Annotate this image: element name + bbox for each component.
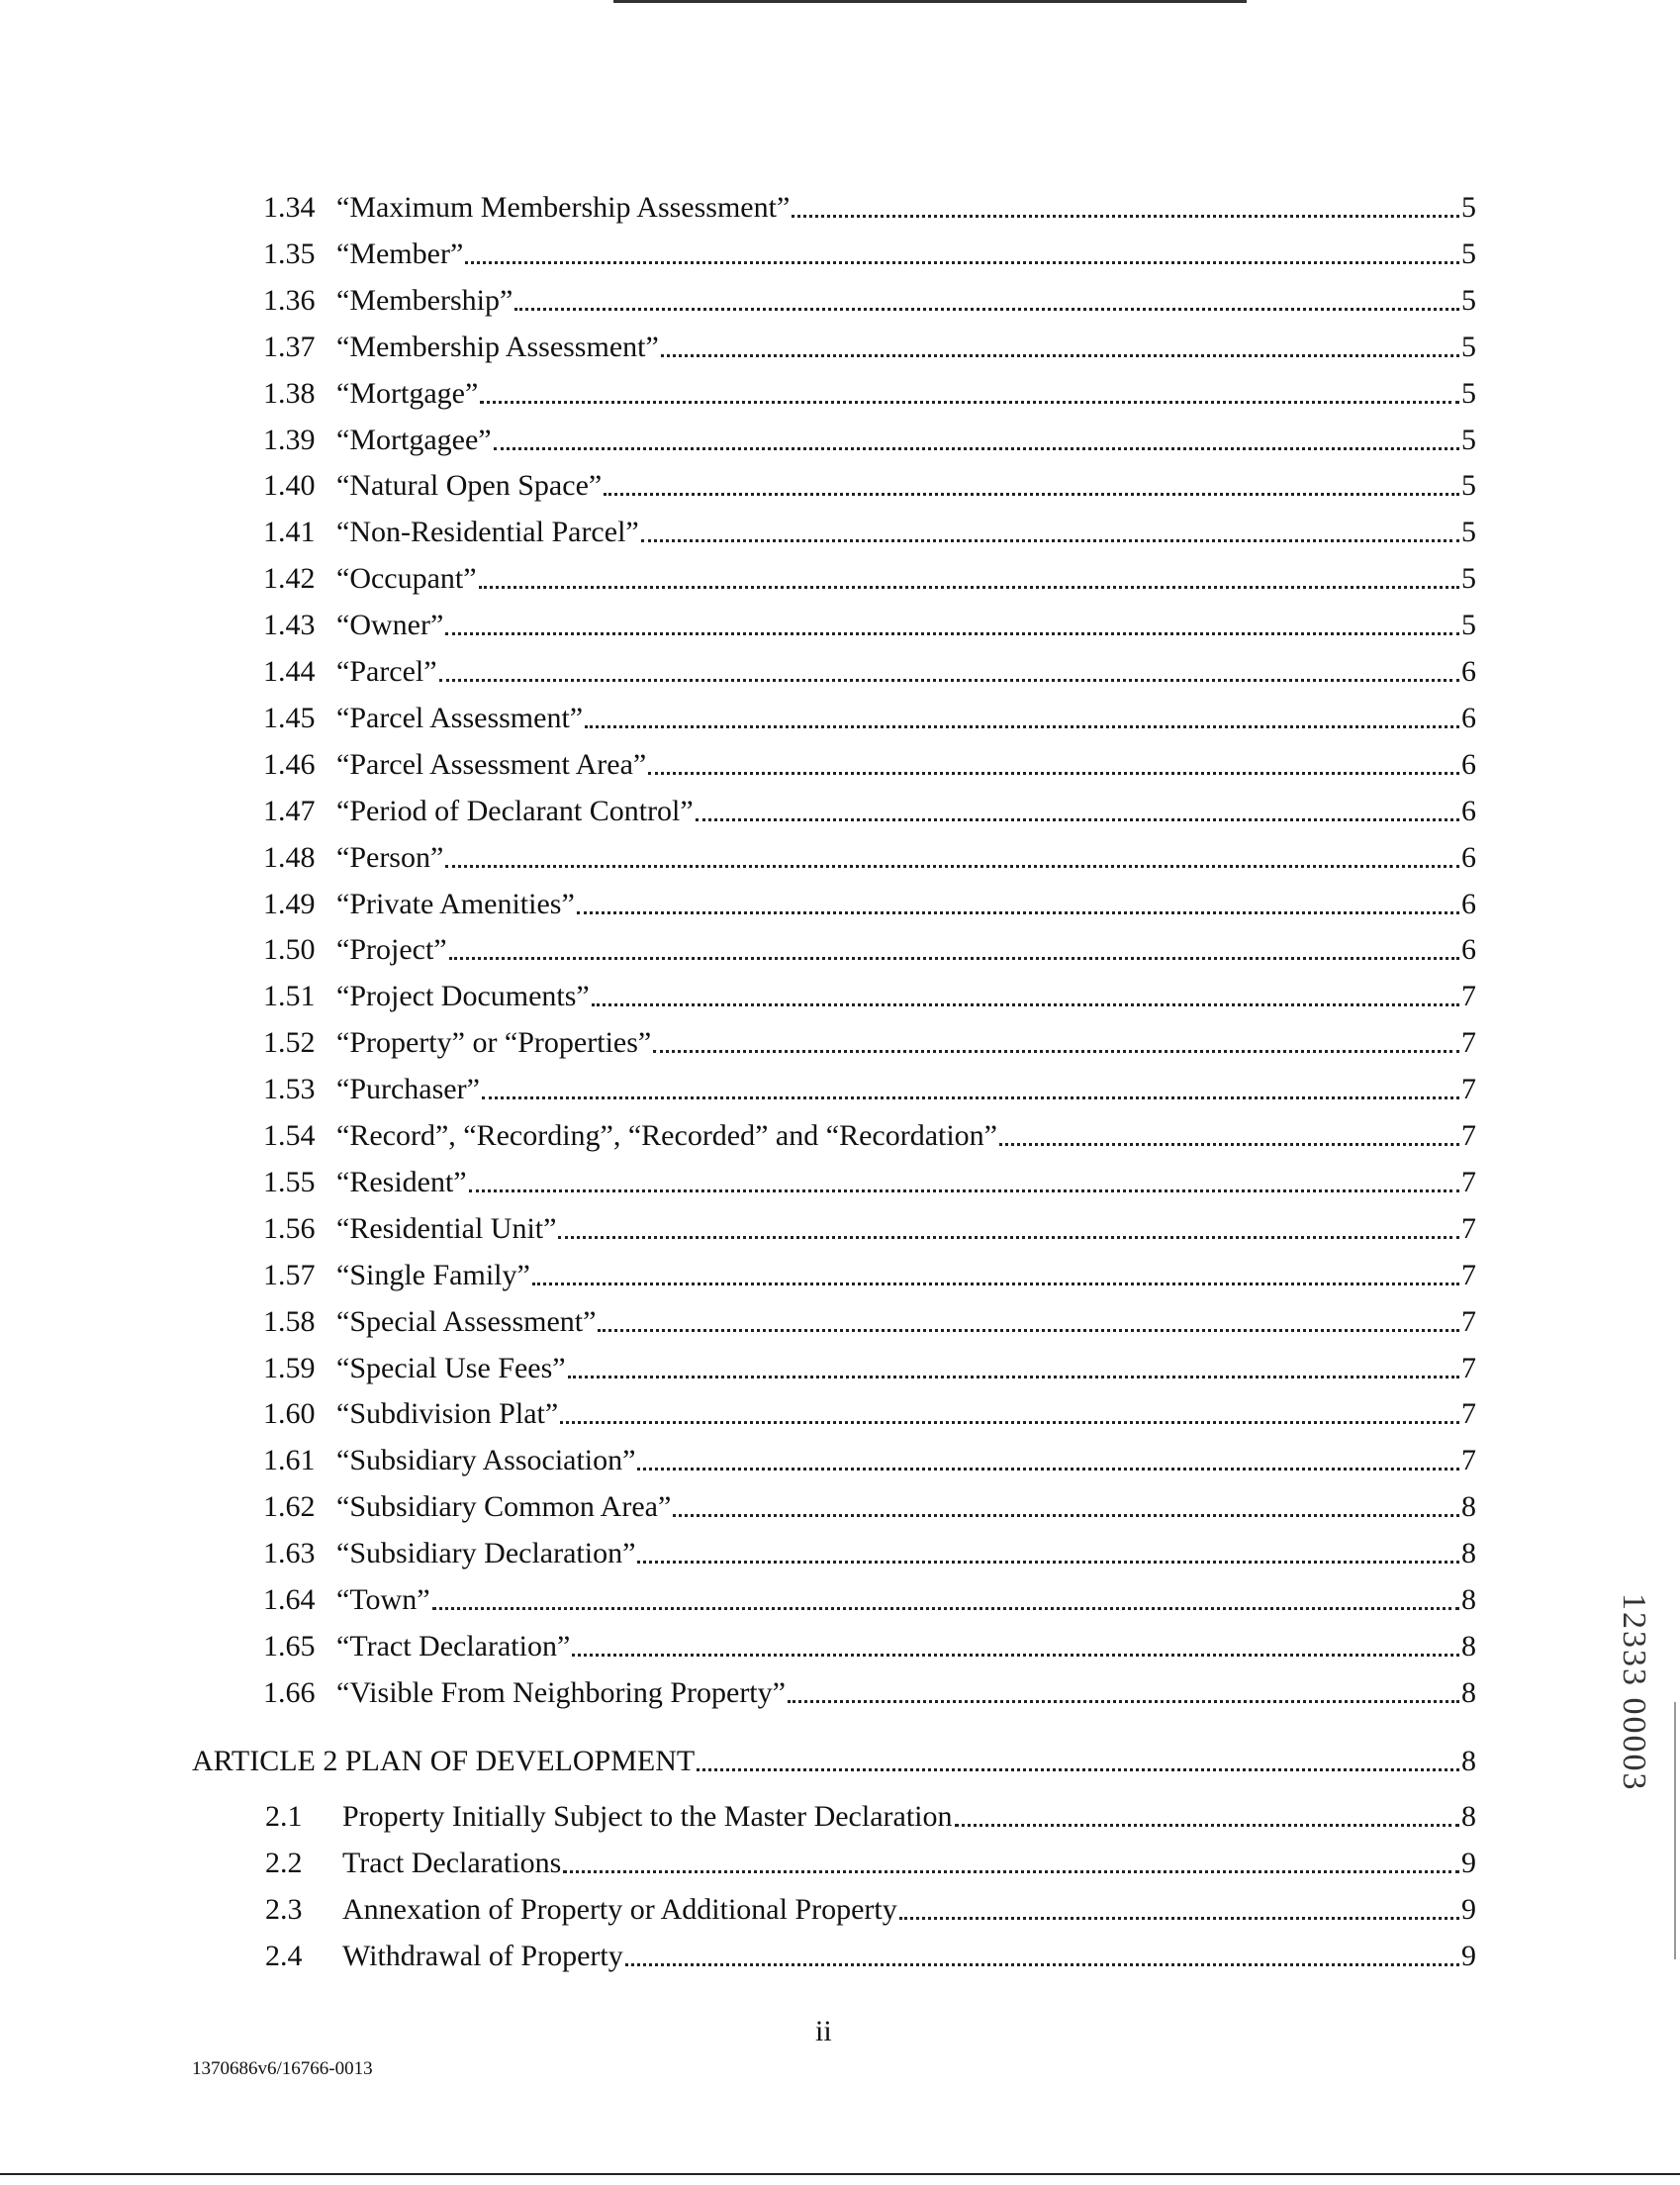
entry-page: 6 (1461, 888, 1476, 920)
dot-leader (592, 1003, 1459, 1006)
entry-number: 1.46 (263, 748, 316, 781)
entry-page: 7 (1461, 1397, 1476, 1430)
dot-leader (661, 354, 1459, 357)
entry-title: ARTICLE 2 PLAN OF DEVELOPMENT (192, 1745, 696, 1777)
entry-number: 1.62 (263, 1490, 316, 1523)
toc-entry[interactable] (263, 1351, 1476, 1386)
toc-entry[interactable] (263, 561, 1476, 597)
entry-title: Annexation of Property or Additional Property (342, 1893, 897, 1926)
dot-leader (585, 725, 1459, 728)
entry-title: “Purchaser” (336, 1073, 480, 1105)
entry-number: 1.47 (263, 795, 316, 827)
entry-page: 7 (1461, 1166, 1476, 1198)
entry-page: 8 (1461, 1800, 1476, 1833)
dot-leader (449, 957, 1459, 960)
entry-page: 6 (1461, 933, 1476, 966)
dot-leader (792, 215, 1459, 218)
toc-entry[interactable] (263, 330, 1476, 365)
entry-page: 5 (1461, 562, 1476, 595)
toc-entry[interactable] (263, 423, 1476, 458)
entry-page: 6 (1461, 795, 1476, 827)
entry-number: 1.34 (263, 191, 316, 224)
entry-title: “Private Amenities” (336, 888, 575, 920)
entry-number: 1.42 (263, 562, 316, 595)
entry-number: 1.40 (263, 469, 316, 502)
dot-leader (532, 1282, 1459, 1285)
entry-title: “Subsidiary Declaration” (336, 1537, 636, 1569)
dot-leader (899, 1917, 1459, 1920)
entry-number: 1.37 (263, 331, 316, 363)
toc-entry[interactable] (263, 654, 1476, 690)
entry-number: 1.53 (263, 1073, 316, 1105)
entry-page: 6 (1461, 748, 1476, 781)
entry-page: 8 (1461, 1537, 1476, 1569)
entry-title: “Membership Assessment” (336, 331, 659, 363)
entry-title: “Member” (336, 238, 464, 270)
toc-entry[interactable] (263, 190, 1476, 226)
entry-title: “Subsidiary Common Area” (336, 1490, 672, 1523)
entry-page: 7 (1461, 1305, 1476, 1338)
entry-page: 5 (1461, 424, 1476, 456)
entry-title: Withdrawal of Property (342, 1940, 623, 1972)
entry-page: 8 (1461, 1630, 1476, 1662)
entry-page: 9 (1461, 1940, 1476, 1972)
entry-title: “Property” or “Properties” (336, 1026, 652, 1059)
dot-leader (604, 493, 1459, 496)
entry-number: 1.54 (263, 1119, 316, 1152)
entry-title: “Special Assessment” (336, 1305, 597, 1338)
page-number: ii (815, 2015, 832, 2047)
toc-entry[interactable] (263, 932, 1476, 968)
dot-leader (637, 1468, 1459, 1471)
dot-leader (445, 865, 1459, 868)
entry-number: 1.43 (263, 609, 316, 641)
toc-entry[interactable] (263, 887, 1476, 922)
dot-leader (560, 1421, 1459, 1424)
toc-entry[interactable] (265, 1939, 1476, 1974)
entry-page: 8 (1461, 1583, 1476, 1616)
toc-entry[interactable] (263, 1582, 1476, 1618)
entry-page: 6 (1461, 841, 1476, 874)
entry-number: 2.3 (265, 1893, 303, 1926)
dot-leader (673, 1514, 1459, 1517)
entry-number: 1.36 (263, 284, 316, 317)
entry-title: “Parcel Assessment” (336, 702, 584, 734)
toc-entry[interactable] (263, 1258, 1476, 1293)
toc-entry[interactable] (263, 747, 1476, 783)
toc-entry[interactable] (265, 1799, 1476, 1835)
toc-entry[interactable] (263, 1629, 1476, 1664)
entry-title: “Town” (336, 1583, 430, 1616)
toc-entry[interactable] (263, 840, 1476, 876)
entry-number: 1.48 (263, 841, 316, 874)
entry-page: 6 (1461, 655, 1476, 688)
dot-leader (572, 1654, 1459, 1657)
dot-leader (494, 447, 1459, 450)
entry-title: “Non-Residential Parcel” (336, 516, 639, 548)
entry-page: 5 (1461, 191, 1476, 224)
entry-number: 1.44 (263, 655, 316, 688)
entry-title: “Subsidiary Association” (336, 1444, 636, 1476)
toc-entry[interactable] (263, 237, 1476, 272)
entry-title: “Residential Unit” (336, 1212, 557, 1245)
toc-entry[interactable] (263, 979, 1476, 1014)
entry-page: 6 (1461, 702, 1476, 734)
entry-title: “Person” (336, 841, 444, 874)
dot-leader (625, 1963, 1459, 1966)
toc-entry[interactable] (263, 1118, 1476, 1154)
dot-leader (558, 1236, 1459, 1239)
toc-entry[interactable] (263, 376, 1476, 412)
entry-page: 7 (1461, 1352, 1476, 1384)
entry-page: 7 (1461, 1212, 1476, 1245)
entry-page: 7 (1461, 980, 1476, 1012)
toc-entry[interactable] (263, 468, 1476, 504)
toc-entry[interactable] (263, 283, 1476, 319)
entry-number: 1.66 (263, 1676, 316, 1709)
dot-leader (482, 1096, 1459, 1099)
entry-title: “Occupant” (336, 562, 477, 595)
bottom-rule (0, 2173, 1680, 2175)
dot-leader (641, 539, 1459, 542)
dot-leader (598, 1329, 1459, 1332)
entry-number: 1.61 (263, 1444, 316, 1476)
entry-number: 2.1 (265, 1800, 303, 1833)
entry-page: 7 (1461, 1444, 1476, 1476)
entry-number: 1.51 (263, 980, 316, 1012)
entry-page: 7 (1461, 1259, 1476, 1291)
entry-number: 1.39 (263, 424, 316, 456)
toc-entry[interactable] (265, 1892, 1476, 1928)
top-rule (613, 0, 1247, 3)
dot-leader (563, 1870, 1459, 1873)
dot-leader (479, 586, 1459, 589)
entry-page: 7 (1461, 1073, 1476, 1105)
entry-page: 5 (1461, 284, 1476, 317)
entry-number: 1.41 (263, 516, 316, 548)
entry-page: 5 (1461, 516, 1476, 548)
entry-title: “Subdivision Plat” (336, 1397, 559, 1430)
toc-entry[interactable] (263, 1304, 1476, 1340)
dot-leader (697, 1768, 1459, 1771)
entry-number: 1.57 (263, 1259, 316, 1291)
right-edge-mark (1674, 1702, 1676, 1959)
entry-title: “Resident” (336, 1166, 467, 1198)
entry-number: 1.58 (263, 1305, 316, 1338)
toc-entry[interactable] (263, 515, 1476, 550)
entry-title: “Project” (336, 933, 447, 966)
entry-page: 9 (1461, 1847, 1476, 1879)
entry-title: Property Initially Subject to the Master Declaration (342, 1800, 953, 1833)
entry-number: 1.35 (263, 238, 316, 270)
dot-leader (568, 1376, 1459, 1378)
entry-title: “Single Family” (336, 1259, 530, 1291)
toc-entry[interactable] (263, 1165, 1476, 1200)
entry-page: 8 (1461, 1676, 1476, 1709)
dot-leader (445, 632, 1459, 635)
toc-entry[interactable] (263, 1396, 1476, 1432)
dot-leader (469, 1189, 1459, 1192)
toc-entry[interactable] (263, 1675, 1476, 1711)
entry-page: 8 (1461, 1745, 1476, 1777)
entry-title: “Owner” (336, 609, 444, 641)
dot-leader (465, 261, 1459, 264)
toc-entry[interactable] (263, 1443, 1476, 1478)
recording-stamp: 12333 00003 (1616, 1593, 1652, 1792)
entry-title: “Period of Declarant Control” (336, 795, 694, 827)
entry-number: 1.59 (263, 1352, 316, 1384)
entry-title: “Parcel Assessment Area” (336, 748, 647, 781)
entry-title: “Mortgagee” (336, 424, 492, 456)
entry-title: “Natural Open Space” (336, 469, 603, 502)
entry-number: 1.63 (263, 1537, 316, 1569)
dot-leader (480, 401, 1459, 404)
entry-page: 9 (1461, 1893, 1476, 1926)
entry-page: 5 (1461, 238, 1476, 270)
toc-entry[interactable] (263, 608, 1476, 643)
toc-article-heading[interactable] (192, 1744, 1476, 1779)
entry-number: 1.55 (263, 1166, 316, 1198)
toc-entry[interactable] (263, 1536, 1476, 1571)
entry-page: 7 (1461, 1026, 1476, 1059)
entry-title: “Membership” (336, 284, 513, 317)
entry-number: 2.4 (265, 1940, 303, 1972)
entry-page: 8 (1461, 1490, 1476, 1523)
dot-leader (514, 308, 1459, 311)
dot-leader (653, 1050, 1459, 1053)
entry-title: “Special Use Fees” (336, 1352, 566, 1384)
dot-leader (637, 1561, 1459, 1564)
entry-title: “Parcel” (336, 655, 437, 688)
dot-leader (696, 818, 1459, 821)
entry-number: 1.60 (263, 1397, 316, 1430)
entry-title: “Record”, “Recording”, “Recorded” and “Recordation” (336, 1119, 997, 1152)
dot-leader (439, 679, 1459, 682)
entry-title: “Project Documents” (336, 980, 590, 1012)
dot-leader (648, 772, 1459, 775)
dot-leader (577, 911, 1459, 914)
toc-entry[interactable] (265, 1846, 1476, 1881)
toc-entry[interactable] (263, 794, 1476, 829)
entry-page: 5 (1461, 377, 1476, 410)
toc-entry[interactable] (263, 701, 1476, 736)
dot-leader (955, 1824, 1460, 1827)
entry-number: 1.64 (263, 1583, 316, 1616)
entry-page: 5 (1461, 331, 1476, 363)
entry-number: 1.45 (263, 702, 316, 734)
dot-leader (999, 1143, 1459, 1146)
document-id: 1370686v6/16766-0013 (192, 2058, 373, 2079)
entry-page: 7 (1461, 1119, 1476, 1152)
entry-number: 1.38 (263, 377, 316, 410)
entry-page: 5 (1461, 609, 1476, 641)
entry-number: 1.50 (263, 933, 316, 966)
toc-entry[interactable] (263, 1211, 1476, 1247)
entry-number: 1.52 (263, 1026, 316, 1059)
entry-number: 1.49 (263, 888, 316, 920)
entry-number: 1.56 (263, 1212, 316, 1245)
toc-entry[interactable] (263, 1025, 1476, 1061)
entry-title: “Maximum Membership Assessment” (336, 191, 791, 224)
entry-title: “Tract Declaration” (336, 1630, 571, 1662)
entry-title: “Mortgage” (336, 377, 479, 410)
dot-leader (788, 1700, 1459, 1703)
entry-title: “Visible From Neighboring Property” (336, 1676, 786, 1709)
toc-entry[interactable] (263, 1072, 1476, 1107)
entry-number: 1.65 (263, 1630, 316, 1662)
entry-number: 2.2 (265, 1847, 303, 1879)
entry-page: 5 (1461, 469, 1476, 502)
entry-title: Tract Declarations (342, 1847, 562, 1879)
dot-leader (432, 1607, 1459, 1610)
toc-entry[interactable] (263, 1489, 1476, 1525)
